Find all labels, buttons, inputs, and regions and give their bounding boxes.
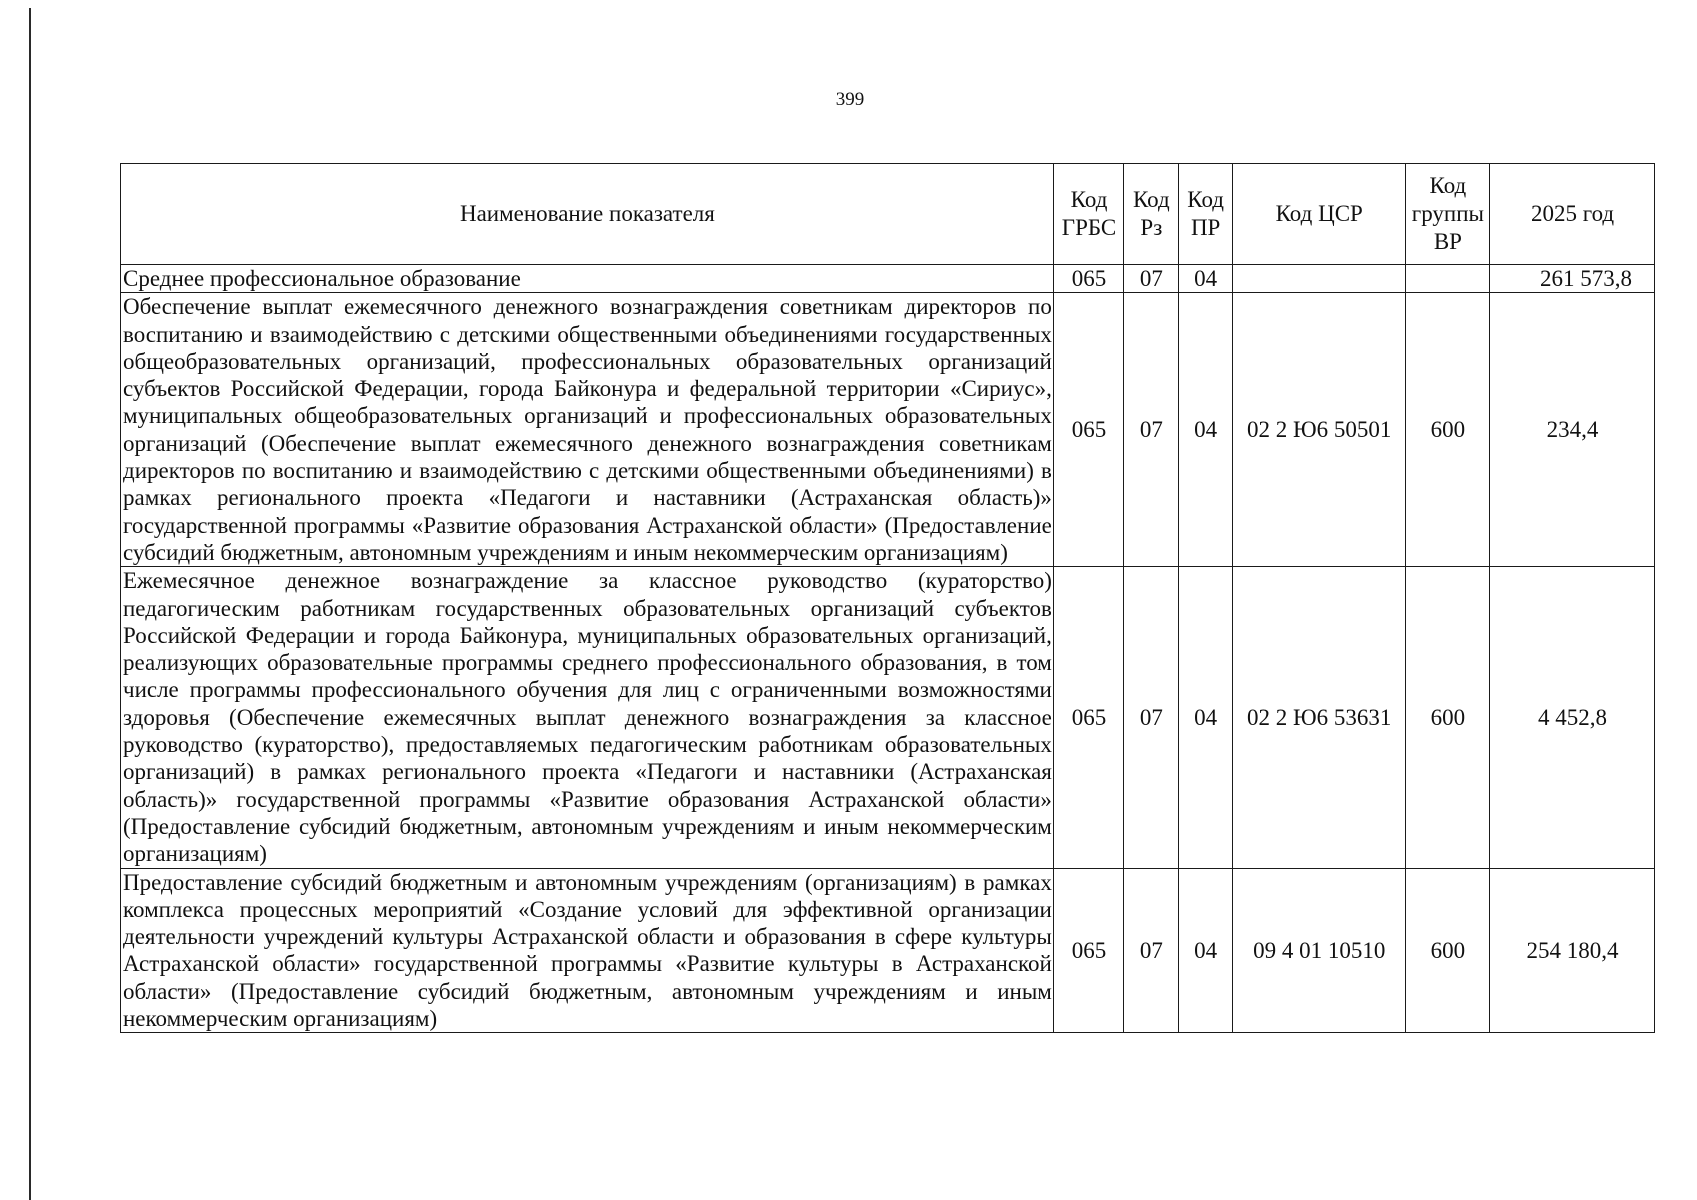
header-year: 2025 год [1490, 164, 1655, 265]
row-csr [1232, 265, 1405, 293]
binding-margin-line [29, 8, 31, 1200]
row-vr [1405, 265, 1489, 293]
row-name: Обеспечение выплат ежемесячного денежного вознаграждения советникам директоров по воспитанию и взаимодействию с детскими общественными объединениями государственных общеобразовательных организаций, профессиональных образовательных организаций субъектов Российской Федерации, города Байконура и федеральной территории «Сириус», муниципальных общеобразовательных организаций и профессиональных образовательных организаций (Обеспечение выплат ежемесячного денежного вознаграждения советникам директоров по воспитанию и взаимодействию с детскими общественными объединениями) в рамках регионального проекта «Педагоги и наставники (Астраханская область)» государственной программы «Развитие образования Астраханской области» (Предоставление субсидий бюджетным, автономным учреждениям и иным некоммерческим организациям) [121, 293, 1054, 567]
page-number: 399 [835, 89, 865, 110]
row-grbs: 065 [1053, 868, 1123, 1033]
table-row [121, 567, 1655, 868]
row-vr: 600 [1405, 293, 1489, 567]
header-vr: Код группы ВР [1405, 164, 1489, 265]
row-pr: 04 [1178, 265, 1232, 293]
row-name: Среднее профессиональное образование [121, 265, 1054, 293]
table-row [121, 868, 1655, 1033]
row-grbs: 065 [1053, 293, 1123, 567]
header-grbs: Код ГРБС [1053, 164, 1123, 265]
row-grbs: 065 [1053, 567, 1123, 868]
header-csr: Код ЦСР [1232, 164, 1405, 265]
row-amount: 234,4 [1490, 293, 1655, 567]
row-rz: 07 [1124, 567, 1178, 868]
row-vr: 600 [1405, 868, 1489, 1033]
row-pr: 04 [1178, 293, 1232, 567]
row-pr: 04 [1178, 868, 1232, 1033]
row-pr: 04 [1178, 567, 1232, 868]
row-amount: 261 573,8 [1490, 265, 1655, 293]
row-amount: 254 180,4 [1490, 868, 1655, 1033]
row-name: Ежемесячное денежное вознаграждение за классное руководство (кураторство) педагогическим работникам государственных образовательных организаций субъектов Российской Федерации и города Байконура, муниципальных образовательных организаций, реализующих образовательные программы среднего профессионального образования, в том числе программы профессионального обучения для лиц с ограниченными возможностями здоровья (Обеспечение ежемесячных выплат денежного вознаграждения за классное руководство (кураторство), предоставляемых педагогическим работникам образовательных организаций) в рамках регионального проекта «Педагоги и наставники (Астраханская область)» государственной программы «Развитие образования Астраханской области» (Предоставление субсидий бюджетным, автономным учреждениям и иным некоммерческим организациям) [121, 567, 1054, 868]
header-name: Наименование показателя [121, 164, 1054, 265]
row-csr: 09 4 01 10510 [1232, 868, 1405, 1033]
row-rz: 07 [1124, 265, 1178, 293]
row-rz: 07 [1124, 868, 1178, 1033]
row-csr: 02 2 Ю6 50501 [1232, 293, 1405, 567]
budget-table [120, 163, 1655, 1033]
row-amount: 4 452,8 [1490, 567, 1655, 868]
row-vr: 600 [1405, 567, 1489, 868]
table-row [121, 293, 1655, 567]
header-rz: Код Рз [1124, 164, 1178, 265]
row-name: Предоставление субсидий бюджетным и автономным учреждениям (организациям) в рамках комплекса процессных мероприятий «Создание условий для эффективной организации деятельности учреждений культуры Астраханской области и образования в сфере культуры Астраханской области» государственной программы «Развитие культуры в Астраханской области» (Предоставление субсидий бюджетным, автономным учреждениям и иным некоммерческим организациям) [121, 868, 1054, 1033]
header-pr: Код ПР [1178, 164, 1232, 265]
row-csr: 02 2 Ю6 53631 [1232, 567, 1405, 868]
table-row [121, 265, 1655, 293]
row-rz: 07 [1124, 293, 1178, 567]
table-header-row [121, 164, 1655, 265]
row-grbs: 065 [1053, 265, 1123, 293]
